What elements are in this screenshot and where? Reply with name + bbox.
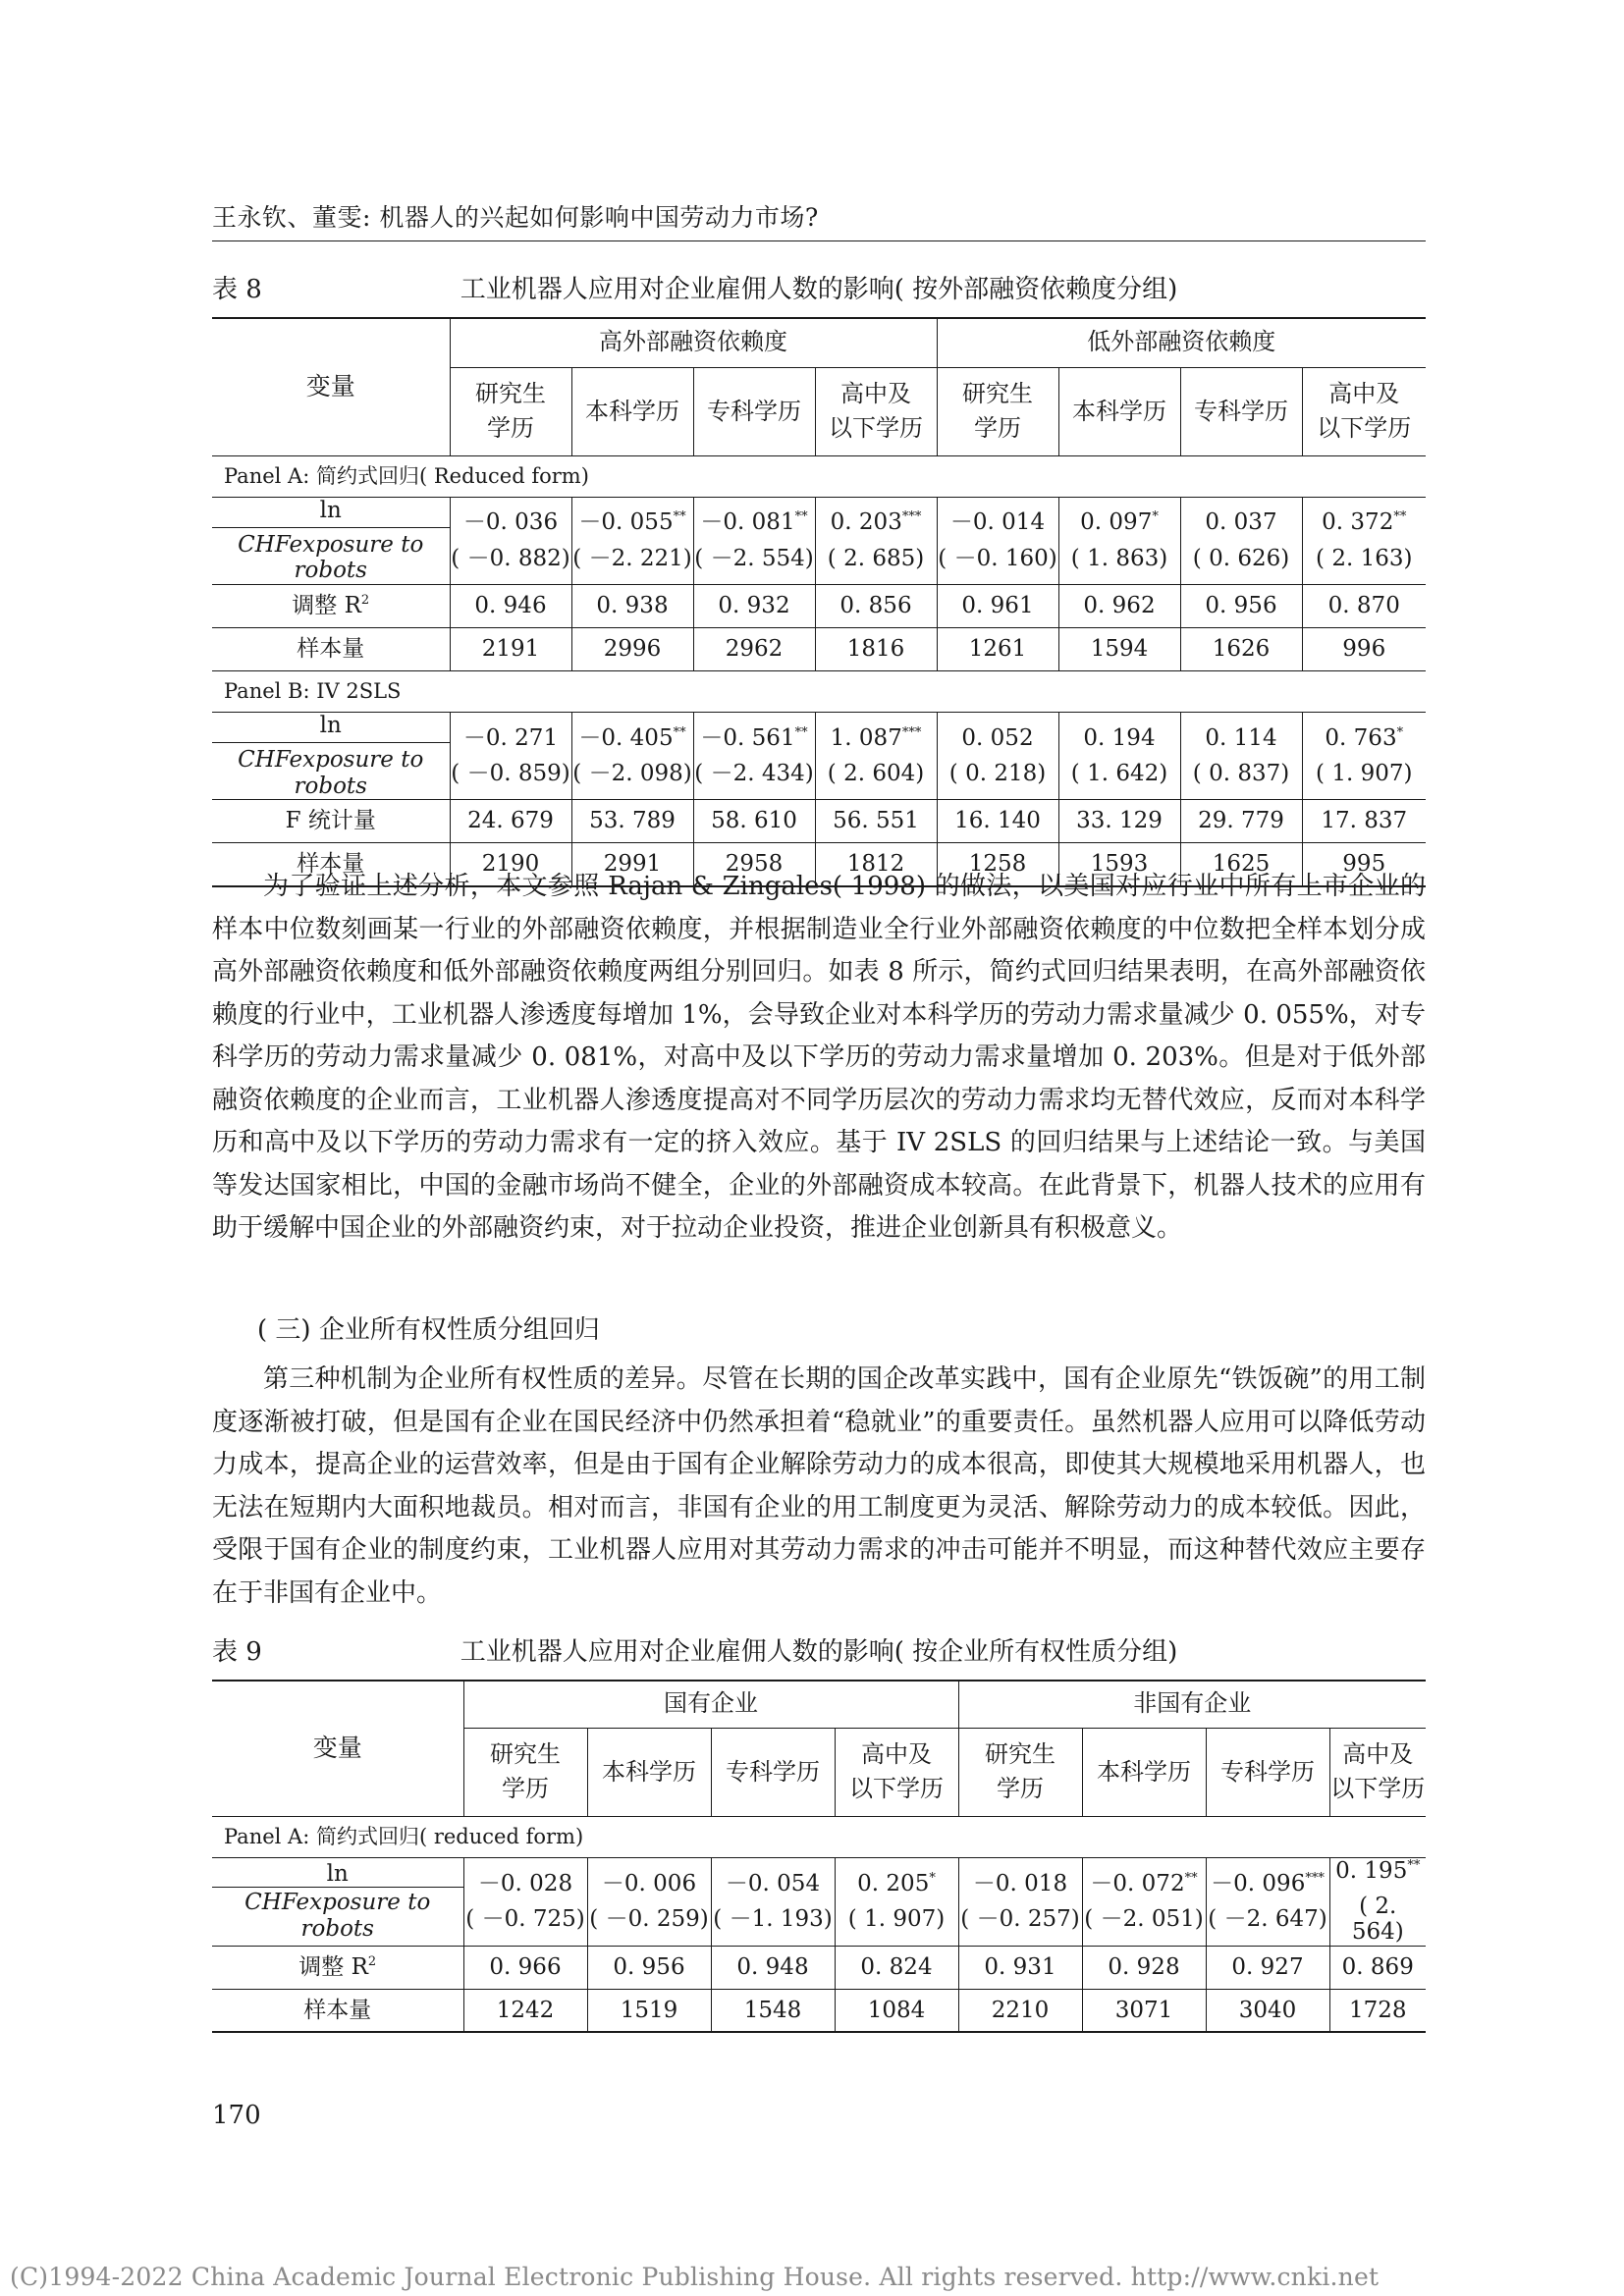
- t8-a-cell-stars-7: **: [1393, 509, 1407, 525]
- table8: [212, 317, 1426, 887]
- t8-a-cell-coef-value-4: －0. 014: [949, 509, 1046, 536]
- t8-a-cell-coef-0: [451, 509, 571, 535]
- t9-a-n-4: 2210: [958, 1989, 1082, 2032]
- t8-b-f-1: 53. 789: [571, 800, 693, 843]
- copyright-footer: (C)1994-2022 China Academic Journal Electronic Publishing House. All rights reserved. http://www.cnki.net: [10, 2263, 1380, 2291]
- paragraph-2: [212, 1359, 1426, 1615]
- t8-b-n-2: 2958: [693, 843, 815, 886]
- t9-a-cell-tstat-7: ( 2. 564): [1351, 1893, 1404, 1946]
- t9-a-cell-tstat-3: ( 1. 907): [847, 1906, 946, 1933]
- t8-b-f-7: 17. 837: [1302, 800, 1426, 843]
- t8-b-cell-4: [937, 712, 1058, 799]
- t9-a-cell-3: [835, 1857, 958, 1946]
- table9-title: 工业机器人应用对企业雇佣人数的影响( 按企业所有权性质分组): [460, 1637, 1178, 1667]
- t9-a-cell-6: [1206, 1857, 1329, 1946]
- t8-a-cell-0: [450, 497, 571, 584]
- t8-b-cell-coef-value-3: 1. 087: [830, 724, 902, 751]
- t9-a-cell-coef-0: [464, 1871, 587, 1896]
- t8-a-n-5: 1594: [1058, 627, 1180, 670]
- t8-sub-1: 本科学历: [571, 367, 693, 455]
- t9-a-cell-tstat-6: ( －2. 647): [1208, 1906, 1327, 1933]
- t8-group-low: 低外部融资依赖度: [937, 318, 1426, 367]
- t8-b-n-0: 2190: [450, 843, 571, 886]
- t8-a-cell-tstat-1: ( －2. 221): [572, 545, 692, 571]
- t9-a-n-0: 1242: [463, 1989, 587, 2032]
- t9-a-n-3: 1084: [835, 1989, 958, 2032]
- t8-b-cell-tstat-0: ( －0. 859): [451, 760, 570, 786]
- t9-a-cell-coef-7: [1330, 1858, 1427, 1884]
- t8-a-r2-4: 0. 961: [937, 584, 1058, 627]
- t8-a-cell-tstat-3: ( 2. 685): [827, 545, 925, 571]
- t8-a-n-2: 2962: [693, 627, 815, 670]
- t9-a-cell-stars-5: **: [1184, 1870, 1198, 1886]
- t8-b-cell-coef-7: [1303, 725, 1427, 751]
- t8-a-cell-coef-value-6: 0. 037: [1205, 509, 1277, 536]
- t9-a-cell-5: [1082, 1857, 1206, 1946]
- t9-a-cell-coef-5: [1083, 1871, 1206, 1896]
- t8-a-cell-coef-5: [1059, 509, 1180, 535]
- t8-b-cell-tstat-5: ( 1. 642): [1070, 760, 1168, 786]
- t8-b-cell-stars-7: *: [1396, 724, 1404, 740]
- t8-a-n-0: 2191: [450, 627, 571, 670]
- table9-number: 表 9: [212, 1637, 262, 1667]
- t9-var-header: 变量: [212, 1681, 463, 1816]
- t9-a-cell-coef-value-6: －0. 096: [1211, 1870, 1306, 1896]
- running-header: 王永钦、董雯: 机器人的兴起如何影响中国劳动力市场?: [212, 203, 819, 232]
- t8-a-cell-4: [937, 497, 1058, 584]
- t8-b-cell-stars-2: **: [794, 724, 808, 740]
- t8-a-r2-6: 0. 956: [1180, 584, 1302, 627]
- t8-a-r2-0: 0. 946: [450, 584, 571, 627]
- t9-a-cell-coef-value-2: －0. 054: [725, 1870, 821, 1896]
- t8-sub-4: 研究生 学历: [937, 367, 1058, 455]
- t8-a-cell-coef-value-3: 0. 203: [830, 509, 902, 536]
- t8-a-cell-6: [1180, 497, 1302, 584]
- t8-b-n-3: 1812: [815, 843, 937, 886]
- table9: [212, 1680, 1426, 2033]
- t8-b-cell-coef-3: [816, 725, 937, 751]
- t9-a-cell-4: [958, 1857, 1082, 1946]
- header-rule: [212, 240, 1426, 241]
- t9-sub-2: 专科学历: [711, 1728, 835, 1816]
- t8-a-var-ln: ln: [319, 497, 342, 523]
- t8-a-cell-tstat-0: ( －0. 882): [451, 545, 570, 571]
- t9-a-n-1: 1519: [587, 1989, 711, 2032]
- t9-a-n-5: 3071: [1082, 1989, 1206, 2032]
- t8-a-cell-coef-value-1: －0. 055: [578, 509, 674, 536]
- t9-a-cell-coef-4: [959, 1871, 1082, 1896]
- t8-b-cell-7: [1302, 712, 1426, 799]
- t8-a-cell-stars-3: ***: [901, 509, 922, 525]
- t8-b-cell-tstat-7: ( 1. 907): [1316, 760, 1413, 786]
- t8-sub-5: 本科学历: [1058, 367, 1180, 455]
- t9-a-var-ln: ln: [326, 1861, 349, 1887]
- t9-sub-4: 研究生 学历: [958, 1728, 1082, 1816]
- t9-a-r2-4: 0. 931: [958, 1946, 1082, 1989]
- t8-b-cell-coef-value-5: 0. 194: [1083, 724, 1156, 751]
- t8-b-n-4: 1258: [937, 843, 1058, 886]
- paragraph-2-text: 第三种机制为企业所有权性质的差异。尽管在长期的国企改革实践中，国有企业原先“铁饭碗”的用工制度逐渐被打破，但是国有企业在国民经济中仍然承担着“稳就业”的重要责任。虽然机器人应用可以降低劳动力成本，提高企业的运营效率，但是由于国有企业解除劳动力的成本很高，即使其大规模地采用机器人，也无法在短期内大面积地裁员。相对而言，非国有企业的用工制度更为灵活、解除劳动力的成本较低。因此，受限于国有企业的制度约束，工业机器人应用对其劳动力需求的冲击可能并不明显，而这种替代效应主要存在于非国有企业中。: [212, 1364, 1426, 1608]
- t8-b-n-label: 样本量: [212, 843, 450, 886]
- t8-b-cell-coef-2: [694, 725, 815, 751]
- t8-a-var-exposure: CHFexposure to robots: [212, 527, 450, 584]
- section-subhead: ( 三) 企业所有权性质分组回归: [257, 1315, 600, 1345]
- t9-a-r2-3: 0. 824: [835, 1946, 958, 1989]
- t9-a-cell-tstat-0: ( －0. 725): [465, 1906, 585, 1933]
- t8-sub-2: 专科学历: [693, 367, 815, 455]
- t8-b-cell-1: [571, 712, 693, 799]
- t8-b-cell-coef-1: [572, 725, 693, 751]
- t9-sub-3: 高中及 以下学历: [835, 1728, 958, 1816]
- t8-a-cell-3: [815, 497, 937, 584]
- t9-a-cell-7: [1329, 1857, 1426, 1946]
- t8-var-header: 变量: [212, 318, 450, 455]
- t8-a-cell-stars-2: **: [794, 509, 808, 525]
- t8-b-cell-3: [815, 712, 937, 799]
- t9-a-n-2: 1548: [711, 1989, 835, 2032]
- t9-a-cell-coef-value-4: －0. 018: [972, 1870, 1068, 1896]
- t8-b-cell-tstat-1: ( －2. 098): [572, 760, 692, 786]
- t8-a-r2-7: 0. 870: [1302, 584, 1426, 627]
- t9-a-r2-0: 0. 966: [463, 1946, 587, 1989]
- table8-number: 表 8: [212, 275, 262, 304]
- t8-a-cell-coef-6: [1181, 509, 1302, 535]
- t9-a-variable: [212, 1857, 463, 1946]
- t8-b-n-7: 995: [1302, 843, 1426, 886]
- t8-a-cell-stars-5: *: [1152, 509, 1159, 525]
- t9-panel-a-label: Panel A: 简约式回归( reduced form): [212, 1816, 1426, 1857]
- t8-b-cell-coef-value-6: 0. 114: [1205, 724, 1277, 751]
- table8-title: 工业机器人应用对企业雇佣人数的影响( 按外部融资依赖度分组): [460, 275, 1178, 304]
- t9-group-soe: 国有企业: [463, 1681, 958, 1728]
- t8-b-cell-coef-value-7: 0. 763: [1325, 724, 1397, 751]
- t8-a-cell-tstat-6: ( 0. 626): [1192, 545, 1290, 571]
- t8-a-cell-tstat-7: ( 2. 163): [1316, 545, 1413, 571]
- t9-a-r2-1: 0. 956: [587, 1946, 711, 1989]
- t8-a-variable: [212, 497, 450, 584]
- t8-panel-a-label: Panel A: 简约式回归( Reduced form): [212, 455, 1426, 497]
- t8-a-cell-coef-3: [816, 509, 937, 535]
- t8-b-cell-coef-5: [1059, 725, 1180, 751]
- t8-b-cell-2: [693, 712, 815, 799]
- t8-b-variable: [212, 712, 450, 799]
- t8-b-cell-stars-1: **: [673, 724, 686, 740]
- t9-sub-7: 高中及 以下学历: [1330, 1740, 1426, 1802]
- t8-b-cell-coef-4: [938, 725, 1058, 751]
- t9-a-cell-2: [711, 1857, 835, 1946]
- table8-caption: [212, 263, 1426, 302]
- t8-b-cell-6: [1180, 712, 1302, 799]
- t8-a-cell-coef-7: [1303, 509, 1427, 535]
- t8-a-r2-2: 0. 932: [693, 584, 815, 627]
- t8-b-f-5: 33. 129: [1058, 800, 1180, 843]
- t8-b-f-6: 29. 779: [1180, 800, 1302, 843]
- t8-b-f-2: 58. 610: [693, 800, 815, 843]
- t8-b-cell-coef-value-1: －0. 405: [578, 724, 674, 751]
- t9-a-cell-tstat-2: ( －1. 193): [713, 1906, 833, 1933]
- t9-a-r2-7: 0. 869: [1329, 1946, 1426, 1989]
- t8-a-cell-coef-4: [938, 509, 1058, 535]
- t8-a-n-1: 2996: [571, 627, 693, 670]
- t8-a-n-3: 1816: [815, 627, 937, 670]
- t8-b-var-exposure: CHFexposure to robots: [212, 742, 450, 799]
- t8-a-cell-stars-1: **: [673, 509, 686, 525]
- t9-a-cell-tstat-1: ( －0. 259): [589, 1906, 709, 1933]
- t8-b-n-1: 2991: [571, 843, 693, 886]
- t8-a-cell-coef-value-0: －0. 036: [462, 509, 559, 536]
- t9-a-cell-coef-1: [588, 1871, 711, 1896]
- t8-sub-0: 研究生 学历: [450, 367, 571, 455]
- t8-sub-3: 高中及 以下学历: [815, 367, 937, 455]
- t9-a-r2-6: 0. 927: [1206, 1946, 1329, 1989]
- t9-sub-6: 专科学历: [1206, 1728, 1329, 1816]
- t9-a-cell-coef-2: [712, 1871, 835, 1896]
- t8-a-cell-coef-value-2: －0. 081: [700, 509, 795, 536]
- t8-panel-b-label: Panel B: IV 2SLS: [212, 670, 1426, 712]
- table9-caption: [212, 1626, 1426, 1665]
- t8-b-cell-coef-value-2: －0. 561: [700, 724, 795, 751]
- t8-b-f-4: 16. 140: [937, 800, 1058, 843]
- t9-a-cell-0: [463, 1857, 587, 1946]
- t9-a-var-exposure: CHFexposure to robots: [212, 1887, 463, 1942]
- t8-a-cell-tstat-4: ( －0. 160): [938, 545, 1057, 571]
- t8-b-cell-0: [450, 712, 571, 799]
- t8-a-cell-5: [1058, 497, 1180, 584]
- t8-a-n-6: 1626: [1180, 627, 1302, 670]
- t9-a-cell-stars-6: ***: [1305, 1870, 1325, 1886]
- t8-a-cell-tstat-2: ( －2. 554): [694, 545, 814, 571]
- t8-a-cell-7: [1302, 497, 1426, 584]
- t9-a-cell-coef-value-3: 0. 205: [857, 1870, 930, 1896]
- t8-b-cell-coef-value-0: －0. 271: [462, 724, 559, 751]
- t8-a-cell-1: [571, 497, 693, 584]
- t9-a-cell-tstat-5: ( －2. 051): [1084, 1906, 1204, 1933]
- t8-sub-7: 高中及 以下学历: [1317, 380, 1412, 442]
- t8-b-cell-tstat-4: ( 0. 218): [948, 760, 1047, 786]
- t9-group-nonsoe: 非国有企业: [958, 1681, 1426, 1728]
- page-number: 170: [212, 2101, 261, 2130]
- t8-b-var-ln: ln: [319, 712, 342, 738]
- t8-b-cell-tstat-3: ( 2. 604): [827, 760, 925, 786]
- t9-a-cell-stars-7: **: [1407, 1857, 1421, 1873]
- t8-b-f-0: 24. 679: [450, 800, 571, 843]
- t9-a-cell-stars-3: *: [929, 1870, 936, 1886]
- t9-a-r2-label: 调整 $R^2$: [212, 1946, 463, 1989]
- t8-a-r2-1: 0. 938: [571, 584, 693, 627]
- t8-a-cell-coef-value-5: 0. 097: [1080, 509, 1153, 536]
- t9-a-r2-2: 0. 948: [711, 1946, 835, 1989]
- t8-a-cell-coef-2: [694, 509, 815, 535]
- t8-b-f-3: 56. 551: [815, 800, 937, 843]
- t9-a-cell-1: [587, 1857, 711, 1946]
- t8-b-cell-5: [1058, 712, 1180, 799]
- t8-sub-6: 专科学历: [1180, 367, 1302, 455]
- t8-a-n-label: 样本量: [212, 627, 450, 670]
- t9-a-cell-coef-3: [836, 1871, 958, 1896]
- t8-b-cell-tstat-2: ( －2. 434): [694, 760, 814, 786]
- t8-a-r2-label: 调整 $R^2$: [212, 584, 450, 627]
- t8-b-cell-coef-0: [451, 725, 571, 751]
- t8-b-cell-stars-3: ***: [901, 724, 922, 740]
- t8-a-cell-tstat-5: ( 1. 863): [1070, 545, 1168, 571]
- t9-a-n-7: 1728: [1329, 1989, 1426, 2032]
- t8-a-cell-coef-value-7: 0. 372: [1322, 509, 1394, 536]
- t8-b-cell-tstat-6: ( 0. 837): [1192, 760, 1290, 786]
- t8-b-cell-coef-6: [1181, 725, 1302, 751]
- t9-a-cell-coef-value-5: －0. 072: [1090, 1870, 1185, 1896]
- t8-a-r2-3: 0. 856: [815, 584, 937, 627]
- t9-sub-5: 本科学历: [1082, 1728, 1206, 1816]
- t9-sub-1: 本科学历: [587, 1728, 711, 1816]
- t9-a-cell-coef-6: [1207, 1871, 1329, 1896]
- t9-a-cell-coef-value-0: －0. 028: [477, 1870, 573, 1896]
- t8-b-f-label: F 统计量: [212, 800, 450, 843]
- t8-a-cell-2: [693, 497, 815, 584]
- t8-a-r2-5: 0. 962: [1058, 584, 1180, 627]
- t8-a-cell-coef-1: [572, 509, 693, 535]
- t9-a-cell-tstat-4: ( －0. 257): [960, 1906, 1080, 1933]
- t9-a-n-6: 3040: [1206, 1989, 1329, 2032]
- t9-a-cell-coef-value-7: 0. 195: [1335, 1857, 1408, 1884]
- t9-a-r2-5: 0. 928: [1082, 1946, 1206, 1989]
- t8-b-n-6: 1625: [1180, 843, 1302, 886]
- t9-a-cell-coef-value-1: －0. 006: [601, 1870, 697, 1896]
- t9-sub-0: 研究生 学历: [463, 1728, 587, 1816]
- t8-a-n-7: 996: [1302, 627, 1426, 670]
- paragraph-1-text: 为了验证上述分析，本文参照 Rajan & Zingales( 1998) 的做法，以美国对应行业中所有上市企业的样本中位数刻画某一行业的外部融资依赖度，并根据制造业全行业外部融资依赖度的中位数把全样本划分成高外部融资依赖度和低外部融资依赖度两组分别回归。如表 8 所示，简约式回归结果表明，在高外部融资依赖度的行业中，工业机器人渗透度每增加 1%，会导致企业对本科学历的劳动力需求量减少 0. 055%，对专科学历的劳动力需求量减少 0. 081%，对高中及以下学历的劳动力需求量增加 0. 203%。但是对于低外部融资依赖度的企业而言，工业机器人渗透度提高对不同学历层次的劳动力需求均无替代效应，反而对本科学历和高中及以下学历的劳动力需求有一定的挤入效应。基于 IV 2SLS 的回归结果与上述结论一致。与美国等发达国家相比，中国的金融市场尚不健全，企业的外部融资成本较高。在此背景下，机器人技术的应用有助于缓解中国企业的外部融资约束，对于拉动企业投资，推进企业创新具有积极意义。: [212, 872, 1426, 1243]
- t8-a-n-4: 1261: [937, 627, 1058, 670]
- t9-a-n-label: 样本量: [212, 1989, 463, 2032]
- t8-b-n-5: 1593: [1058, 843, 1180, 886]
- t8-b-cell-coef-value-4: 0. 052: [961, 724, 1034, 751]
- paragraph-1: [212, 866, 1426, 1251]
- t8-group-high: 高外部融资依赖度: [450, 318, 937, 367]
